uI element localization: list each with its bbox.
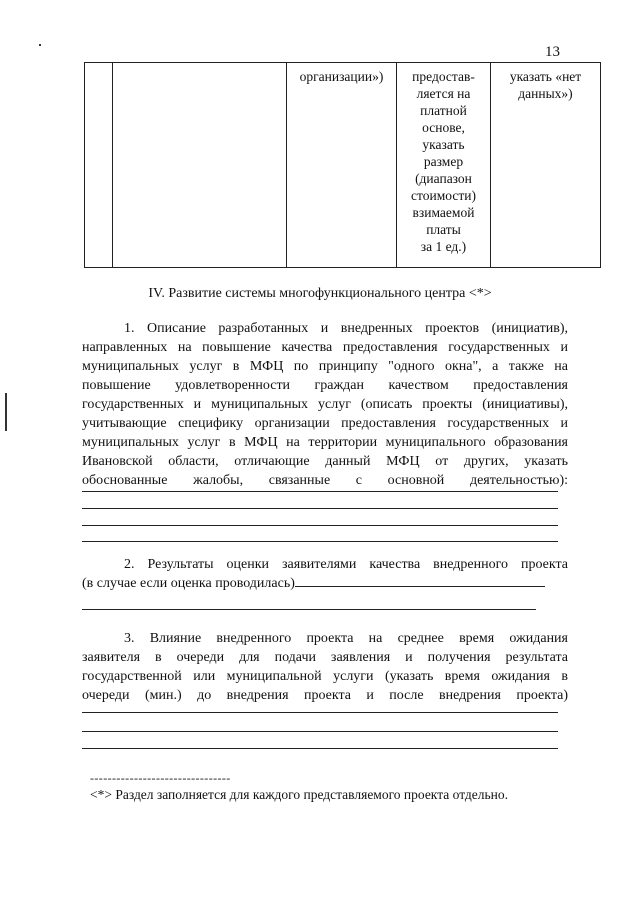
item-2-line: (в случае если оценка проводилась) (82, 576, 295, 591)
page-number: 13 (545, 44, 560, 60)
item-2-line-container (82, 574, 568, 593)
payment-cell-text: предостав- ляется на платной основе, указать размер (диапазон стоимости) взимаемой платы за 1 ед.) (411, 69, 476, 254)
answer-line (82, 712, 558, 713)
item-1-line: повышение удовлетворенности граждан качеством предоставления (82, 378, 568, 393)
item-1-line: муниципальных услуг в МФЦ по принципу "одного окна", а также на (82, 359, 568, 374)
inline-answer-line (295, 586, 545, 587)
footnote-text: <*> Раздел заполняется для каждого представляемого проекта отдельно. (90, 787, 509, 802)
table-cell-1 (85, 63, 113, 268)
answer-line (82, 609, 536, 610)
item-1-line: направленных на повышение качества предоставления государственных и (82, 340, 568, 355)
answer-line (82, 525, 558, 526)
section-title: IV. Развитие системы многофункционального центра <*> (148, 286, 492, 301)
continued-table (84, 62, 601, 268)
table-cell-no-data (491, 63, 601, 268)
table-cell-2 (113, 63, 287, 268)
footnote-separator: -------------------------------- (90, 771, 231, 785)
answer-line (82, 731, 558, 732)
item-3-paragraph (82, 629, 568, 705)
scan-artifact-mark (5, 393, 7, 431)
item-1-line: Ивановской области, отличающие данный МФЦ от других, указать (82, 454, 568, 469)
item-1-line: муниципальных услуг в МФЦ на территории муниципального образования (82, 435, 568, 450)
scan-artifact-mark (39, 44, 41, 46)
item-3-line: 3. Влияние внедренного проекта на среднее время ожидания (124, 631, 568, 646)
item-2-line: 2. Результаты оценки заявителями качества внедренного проекта (124, 557, 568, 572)
item-3-line: заявителя в очереди для подачи заявления и получения результата (82, 650, 568, 665)
table-cell-payment (397, 63, 491, 268)
item-3-line: очереди (мин.) до внедрения проекта и после внедрения проекта) (82, 688, 568, 703)
table-row (85, 63, 601, 268)
answer-line (82, 748, 558, 749)
item-3-line: государственной или муниципальной услуги (указать время ожидания в (82, 669, 568, 684)
answer-line (82, 508, 558, 509)
item-2-paragraph (82, 555, 568, 593)
table-cell-organization: организации») (287, 63, 397, 268)
answer-line (82, 541, 558, 542)
item-1-line: 1. Описание разработанных и внедренных проектов (инициатив), (124, 321, 568, 336)
item-1-line: учитывающие специфику организации предоставления государственных и (82, 416, 568, 431)
item-1-line: государственных и муниципальных услуг (описать проекты (инициативы), (82, 397, 568, 412)
answer-line (82, 491, 558, 492)
no-data-cell-text: указать «нет данных») (509, 69, 582, 101)
item-1-line: обоснованные жалобы, связанные с основной деятельностью): (82, 473, 568, 488)
item-1-paragraph (82, 319, 568, 490)
